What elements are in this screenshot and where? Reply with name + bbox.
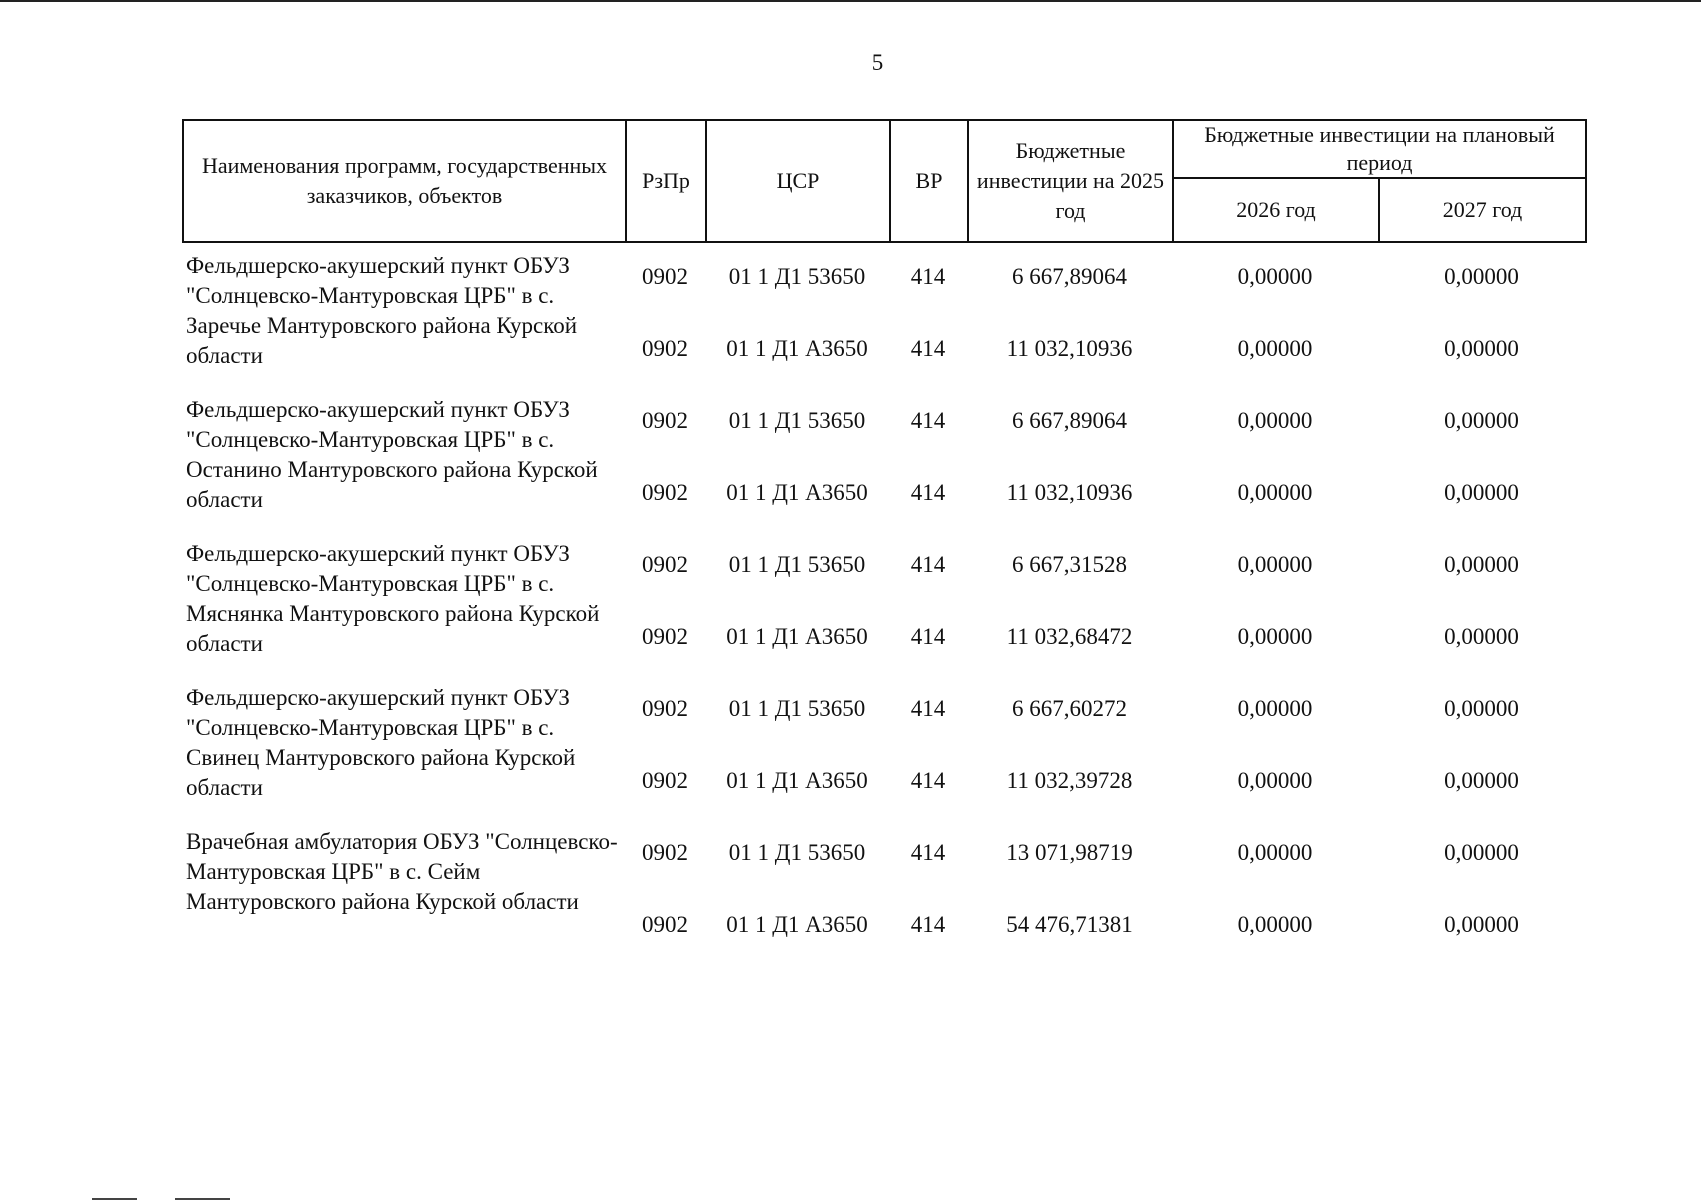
investment-2026-cell: 0,00000 <box>1237 336 1313 361</box>
object-name: Врачебная амбулатория ОБУЗ "Солнцевско-Мантуровская ЦРБ" в с. Сейм Мантуровского района Курской области <box>186 829 618 914</box>
csr-cell: 01 1 Д1 А3650 <box>726 624 868 649</box>
csr-cell: 01 1 Д1 53650 <box>728 408 866 433</box>
investment-2025-cell: 11 032,10936 <box>1006 336 1133 361</box>
investment-2025-cell: 54 476,71381 <box>1006 912 1133 937</box>
rzpr-cell: 0902 <box>642 264 688 289</box>
object-name: Фельдшерско-акушерский пункт ОБУЗ "Солнцевско-Мантуровская ЦРБ" в с. Заречье Мантуровского района Курской области <box>186 253 578 368</box>
investment-2026-cell: 0,00000 <box>1237 480 1313 505</box>
header-investments-2025: Бюджетные инвестиции на 2025 год <box>968 120 1173 242</box>
investment-2026-cell: 0,00000 <box>1237 624 1313 649</box>
funding-line <box>182 910 1585 940</box>
investment-2026-cell: 0,00000 <box>1237 408 1313 433</box>
header-year-2027: 2027 год <box>1379 178 1586 242</box>
header-csr: ЦСР <box>706 120 890 242</box>
csr-cell: 01 1 Д1 53650 <box>728 840 866 865</box>
table-header <box>182 119 1587 243</box>
header-planning-period: Бюджетные инвестиции на плановый период <box>1173 120 1586 178</box>
csr-cell: 01 1 Д1 53650 <box>728 264 866 289</box>
header-rzpr: РзПр <box>626 120 706 242</box>
funding-line <box>182 838 1585 868</box>
header-name: Наименования программ, государственных заказчиков, объектов <box>183 120 626 242</box>
funding-line <box>182 478 1585 508</box>
investment-2027-cell: 0,00000 <box>1444 264 1519 289</box>
rzpr-cell: 0902 <box>642 552 688 577</box>
header-vr: ВР <box>890 120 968 242</box>
vr-cell: 414 <box>910 696 946 721</box>
csr-cell: 01 1 Д1 53650 <box>728 696 866 721</box>
investment-2025-cell: 6 667,60272 <box>1012 696 1127 721</box>
vr-cell: 414 <box>910 912 946 937</box>
investment-2027-cell: 0,00000 <box>1444 336 1519 361</box>
csr-cell: 01 1 Д1 А3650 <box>726 768 868 793</box>
investment-2025-cell: 6 667,89064 <box>1012 264 1127 289</box>
vr-cell: 414 <box>910 264 946 289</box>
rzpr-cell: 0902 <box>642 768 688 793</box>
investment-2027-cell: 0,00000 <box>1444 480 1519 505</box>
csr-cell: 01 1 Д1 А3650 <box>726 336 868 361</box>
investment-2026-cell: 0,00000 <box>1237 768 1313 793</box>
table-row <box>182 243 1585 387</box>
funding-line <box>182 694 1585 724</box>
table-row <box>182 387 1585 531</box>
investment-2027-cell: 0,00000 <box>1444 408 1519 433</box>
investment-2025-cell: 11 032,68472 <box>1006 624 1133 649</box>
csr-cell: 01 1 Д1 А3650 <box>726 480 868 505</box>
funding-line <box>182 406 1585 436</box>
object-name: Фельдшерско-акушерский пункт ОБУЗ "Солнцевско-Мантуровская ЦРБ" в с. Свинец Мантуровского района Курской области <box>186 685 576 800</box>
vr-cell: 414 <box>910 480 946 505</box>
csr-cell: 01 1 Д1 53650 <box>728 552 866 577</box>
vr-cell: 414 <box>910 768 946 793</box>
investment-2025-cell: 11 032,10936 <box>1006 480 1133 505</box>
vr-cell: 414 <box>910 336 946 361</box>
page-top-edge <box>0 0 1701 2</box>
funding-line <box>182 622 1585 652</box>
investment-2027-cell: 0,00000 <box>1444 624 1519 649</box>
object-name: Фельдшерско-акушерский пункт ОБУЗ "Солнцевско-Мантуровская ЦРБ" в с. Останино Мантуровского района Курской области <box>186 397 598 512</box>
rzpr-cell: 0902 <box>642 480 688 505</box>
investment-2026-cell: 0,00000 <box>1237 552 1313 577</box>
vr-cell: 414 <box>910 408 946 433</box>
vr-cell: 414 <box>910 624 946 649</box>
rzpr-cell: 0902 <box>642 624 688 649</box>
object-name: Фельдшерско-акушерский пункт ОБУЗ "Солнцевско-Мантуровская ЦРБ" в с. Мяснянка Мантуровского района Курской области <box>186 541 600 656</box>
page-number: 5 <box>871 50 884 75</box>
table-body <box>182 243 1585 963</box>
funding-line <box>182 334 1585 364</box>
investment-2026-cell: 0,00000 <box>1237 264 1313 289</box>
rzpr-cell: 0902 <box>642 336 688 361</box>
investment-2027-cell: 0,00000 <box>1444 840 1519 865</box>
investment-2025-cell: 11 032,39728 <box>1006 768 1133 793</box>
funding-line <box>182 550 1585 580</box>
investment-2026-cell: 0,00000 <box>1237 912 1313 937</box>
header-year-2026: 2026 год <box>1173 178 1379 242</box>
rzpr-cell: 0902 <box>642 408 688 433</box>
investment-2027-cell: 0,00000 <box>1444 912 1519 937</box>
investment-2025-cell: 13 071,98719 <box>1006 840 1133 865</box>
table-row <box>182 819 1585 963</box>
table-row <box>182 675 1585 819</box>
investment-2027-cell: 0,00000 <box>1444 768 1519 793</box>
investment-2025-cell: 6 667,89064 <box>1012 408 1127 433</box>
rzpr-cell: 0902 <box>642 696 688 721</box>
investment-2027-cell: 0,00000 <box>1444 552 1519 577</box>
vr-cell: 414 <box>910 552 946 577</box>
investment-2026-cell: 0,00000 <box>1237 696 1313 721</box>
table-row <box>182 531 1585 675</box>
investment-2025-cell: 6 667,31528 <box>1012 552 1127 577</box>
funding-line <box>182 262 1585 292</box>
rzpr-cell: 0902 <box>642 912 688 937</box>
rzpr-cell: 0902 <box>642 840 688 865</box>
investment-2026-cell: 0,00000 <box>1237 840 1313 865</box>
investment-2027-cell: 0,00000 <box>1444 696 1519 721</box>
csr-cell: 01 1 Д1 А3650 <box>726 912 868 937</box>
vr-cell: 414 <box>910 840 946 865</box>
funding-line <box>182 766 1585 796</box>
